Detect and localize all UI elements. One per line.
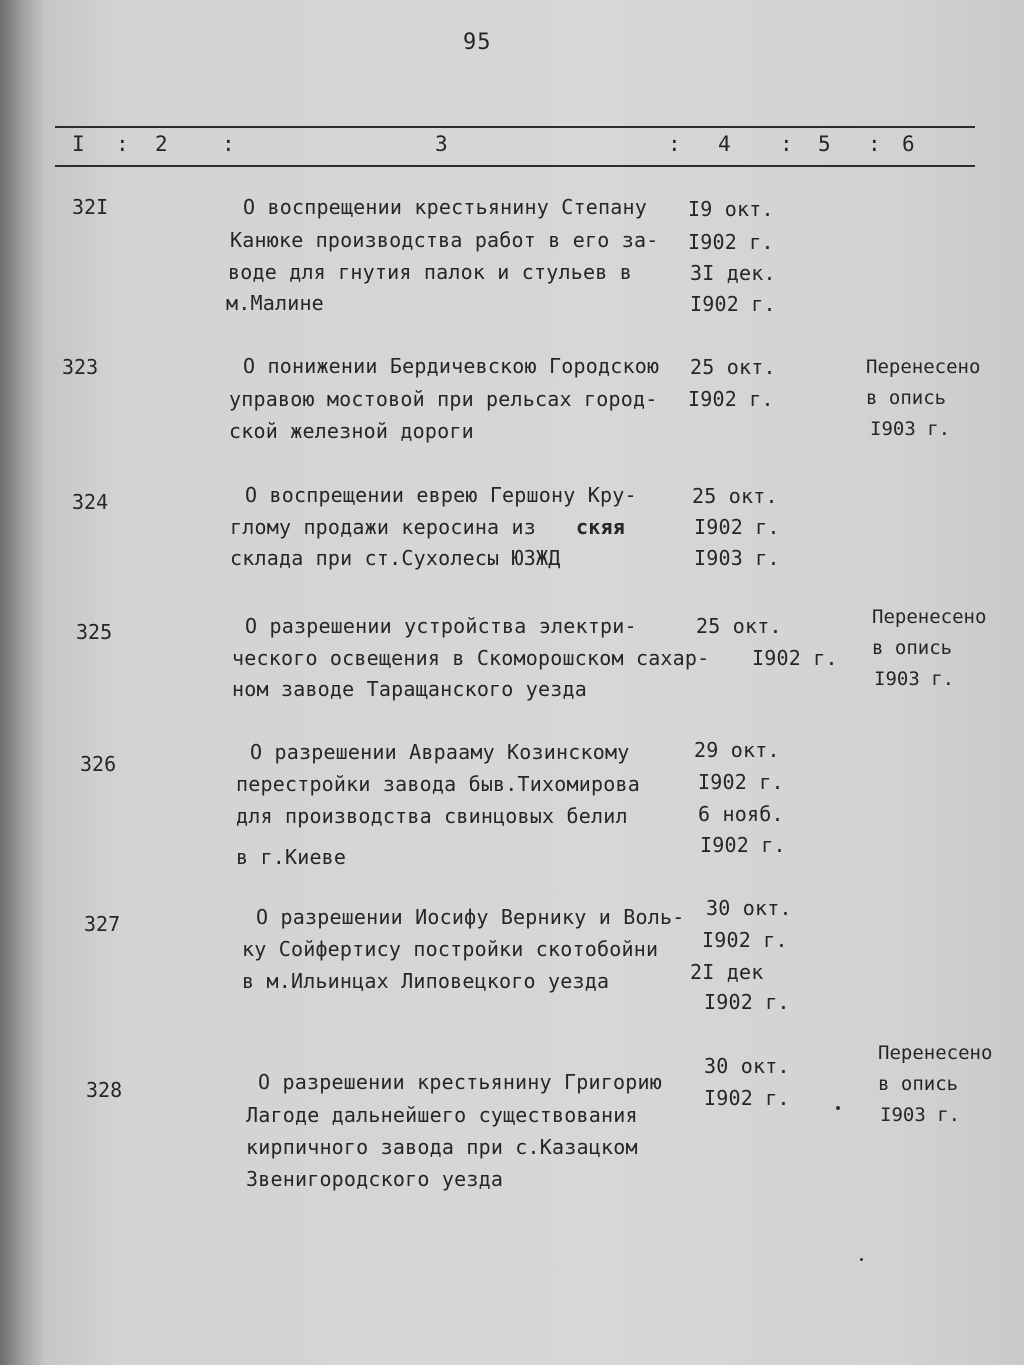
entry-description-line: для производства свинцовых белил [236, 804, 628, 828]
column-header-6: 6 [902, 132, 915, 156]
entry-date: I902 г. [752, 646, 838, 670]
entry-date: 6 нояб. [698, 802, 784, 826]
entry-note: Перенесено [872, 606, 987, 628]
page-number: 95 [463, 30, 492, 55]
entry-description-line: ской железной дороги [229, 419, 474, 443]
entry-description-line: Лагоде дальнейшего существования [246, 1103, 638, 1127]
entry-date: I902 г. [700, 833, 786, 857]
entry-description-line: ку Сойфертису постройки скотобойни [242, 937, 659, 961]
entry-note: в опись [878, 1073, 959, 1095]
entry-description-line: ческого освещения в Скоморошском сахар- [232, 646, 710, 670]
entry-number: 328 [86, 1078, 123, 1102]
entry-number: 323 [62, 355, 99, 379]
column-header-4: 4 [718, 132, 731, 156]
entry-description-line: в г.Киеве [236, 845, 347, 869]
entry-note: Перенесено [866, 356, 981, 378]
entry-date: 25 окт. [692, 484, 778, 508]
header-bottom-rule [55, 165, 975, 167]
entry-description-line: ном заводе Таращанского уезда [232, 677, 587, 701]
entry-description-line: О воспрещении крестьянину Степану [243, 195, 647, 219]
column-header-5: 5 [818, 132, 831, 156]
column-header-3: 3 [435, 132, 448, 156]
entry-date: I902 г. [704, 990, 790, 1014]
entry-date: 3I дек. [690, 261, 776, 285]
column-separator: : [868, 132, 881, 156]
entry-description-line: О разрешении крестьянину Григорию [258, 1070, 662, 1094]
ink-speck [836, 1106, 840, 1110]
entry-note: в опись [872, 637, 953, 659]
entry-date: I9 окт. [688, 197, 774, 221]
entry-number: 324 [72, 490, 109, 514]
column-separator: : [222, 132, 235, 156]
entry-note: в опись [866, 387, 947, 409]
column-separator: : [780, 132, 793, 156]
entry-description-line: О разрешении Иосифу Вернику и Воль- [256, 905, 685, 929]
entry-description-line: О разрешении Аврааму Козинскому [250, 740, 630, 764]
entry-number: 32I [72, 195, 109, 219]
entry-note: I903 г. [874, 668, 955, 690]
column-header-2: 2 [155, 132, 168, 156]
column-separator: : [668, 132, 681, 156]
column-header-1: I [72, 132, 85, 156]
header-top-rule [55, 126, 975, 128]
struck-word: скяя [576, 515, 625, 539]
entry-date: I902 г. [698, 770, 784, 794]
entry-number: 325 [76, 620, 113, 644]
entry-date: I902 г. [694, 515, 780, 539]
ink-speck [860, 1258, 863, 1261]
entry-note: I903 г. [870, 418, 951, 440]
entry-description-line: глому продажи керосина из [230, 515, 537, 539]
entry-description-line: Канюке производства работ в его за- [230, 228, 659, 252]
entry-date: I902 г. [688, 230, 774, 254]
entry-date: I902 г. [688, 387, 774, 411]
entry-description-line: О воспрещении еврею Гершону Кру- [245, 483, 637, 507]
entry-number: 327 [84, 912, 121, 936]
entry-description-line: воде для гнутия палок и стульев в [228, 260, 632, 284]
entry-date: 2I дек [690, 960, 764, 984]
entry-date: 25 окт. [696, 614, 782, 638]
entry-date: I903 г. [694, 546, 780, 570]
entry-description-line: кирпичного завода при с.Казацком [246, 1135, 638, 1159]
entry-note: Перенесено [878, 1042, 993, 1064]
entry-date: 30 окт. [704, 1054, 790, 1078]
entry-description-line: управою мостовой при рельсах город- [229, 387, 658, 411]
entry-date: I902 г. [702, 928, 788, 952]
entry-date: I902 г. [704, 1086, 790, 1110]
entry-date: 29 окт. [694, 738, 780, 762]
entry-note: I903 г. [880, 1104, 961, 1126]
entry-description-line: склада при ст.Сухолесы ЮЗЖД [230, 546, 561, 570]
entry-description-line: м.Малине [226, 291, 324, 315]
entry-description-line: Звенигородского уезда [246, 1167, 504, 1191]
entry-date: 25 окт. [690, 355, 776, 379]
entry-description-line: О понижении Бердичевскою Городскою [243, 354, 660, 378]
entry-date: 30 окт. [706, 896, 792, 920]
entry-date: I902 г. [690, 292, 776, 316]
entry-description-line: в м.Ильинцах Липовецкого уезда [242, 969, 610, 993]
entry-description-line: О разрешении устройства электри- [245, 614, 637, 638]
entry-number: 326 [80, 752, 117, 776]
entry-description-line: перестройки завода быв.Тихомирова [236, 772, 640, 796]
column-separator: : [116, 132, 129, 156]
